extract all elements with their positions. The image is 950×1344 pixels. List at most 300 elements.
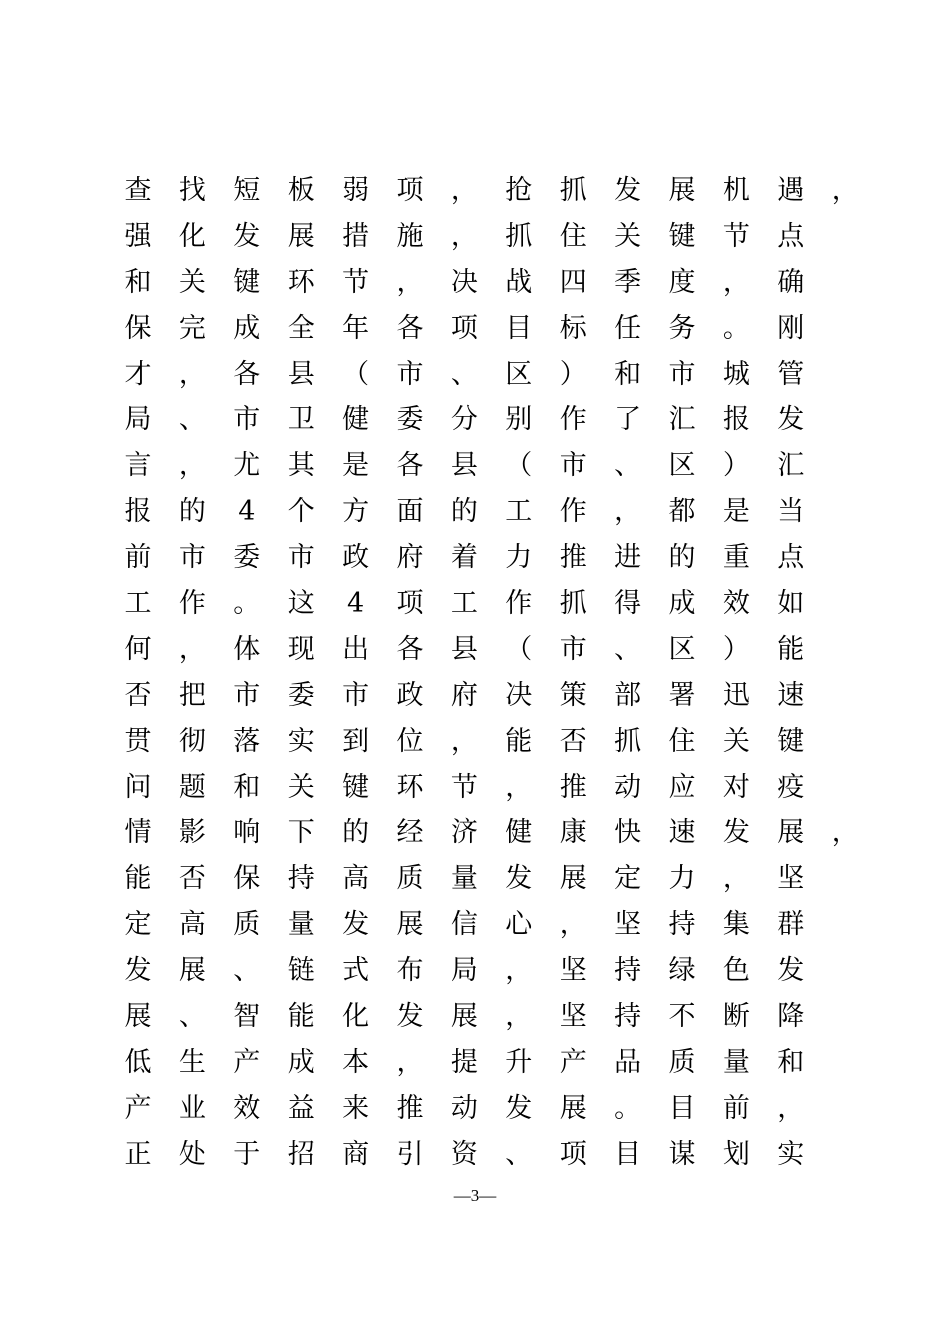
text-char: ， (722, 266, 750, 298)
text-line-2 (123, 214, 843, 260)
text-char: 了 (614, 404, 642, 436)
text-char: 坚 (559, 1001, 587, 1033)
text-char: 尤 (233, 450, 261, 482)
text-char: 当 (777, 496, 805, 528)
text-char: 局 (450, 955, 478, 987)
text-char: ， (178, 450, 206, 482)
text-char: 不 (668, 1001, 696, 1033)
text-char: 力 (505, 542, 533, 574)
text-line-4 (123, 306, 843, 352)
text-char: 和 (777, 1046, 805, 1078)
text-char: 质 (233, 909, 261, 941)
text-char: 效 (722, 588, 750, 620)
text-char: 问 (124, 771, 152, 803)
text-char: 提 (450, 1046, 478, 1078)
text-char: 现 (287, 633, 315, 665)
text-char: 质 (396, 863, 424, 895)
text-char: 能 (124, 863, 152, 895)
text-char: 疫 (777, 771, 805, 803)
text-char: 济 (450, 817, 478, 849)
text-char: 刚 (777, 312, 805, 344)
text-char: 区 (668, 450, 696, 482)
text-char: 全 (287, 312, 315, 344)
text-char: 定 (124, 909, 152, 941)
text-char: 署 (668, 679, 696, 711)
text-char: 色 (722, 955, 750, 987)
text-char: 展 (668, 175, 696, 206)
text-line-22 (123, 1132, 843, 1178)
text-char: ， (450, 175, 478, 206)
text-char: 4 (347, 588, 365, 620)
text-char: 量 (722, 1046, 750, 1078)
text-char: 委 (287, 679, 315, 711)
text-char: 得 (614, 588, 642, 620)
text-char: 展 (178, 955, 206, 987)
text-char: 发 (722, 817, 750, 849)
body-text (123, 168, 859, 1178)
text-line-9 (123, 535, 843, 581)
text-char: 点 (777, 542, 805, 574)
text-char: 展 (124, 1001, 152, 1033)
text-char: 业 (178, 1092, 206, 1124)
text-char: 否 (178, 863, 206, 895)
text-char: 都 (668, 496, 696, 528)
text-char: 到 (342, 725, 370, 757)
text-char: 健 (505, 817, 533, 849)
text-char: 节 (450, 771, 478, 803)
text-char: 展 (450, 1001, 478, 1033)
text-char: 机 (722, 175, 750, 206)
text-char: 动 (450, 1092, 478, 1124)
text-char: 市 (287, 542, 315, 574)
text-char: 目 (614, 1138, 642, 1170)
text-char: 着 (450, 542, 478, 574)
text-char: 市 (233, 404, 261, 436)
text-char: 量 (287, 909, 315, 941)
text-char: 市 (233, 679, 261, 711)
text-char: 处 (178, 1138, 206, 1170)
text-char: 言 (124, 450, 152, 482)
text-char: 本 (342, 1046, 370, 1078)
text-char: 抓 (559, 588, 587, 620)
text-char: 动 (614, 771, 642, 803)
text-char: 决 (450, 266, 478, 298)
text-char: 府 (450, 679, 478, 711)
text-char: ， (614, 496, 642, 528)
text-char: 方 (342, 496, 370, 528)
text-char: 产 (559, 1046, 587, 1078)
text-char: 断 (722, 1001, 750, 1033)
text-char: 推 (559, 542, 587, 574)
text-char: 目 (505, 312, 533, 344)
text-char: 务 (668, 312, 696, 344)
text-line-15 (123, 810, 859, 856)
text-char: 展 (559, 863, 587, 895)
text-char: 发 (777, 955, 805, 987)
text-char: 应 (668, 771, 696, 803)
text-char: 各 (396, 450, 424, 482)
text-char: 品 (614, 1046, 642, 1078)
text-char: 、 (178, 404, 206, 436)
text-char: 报 (124, 496, 152, 528)
text-char: 坚 (614, 909, 642, 941)
text-char: 项 (396, 175, 424, 206)
text-char: 成 (233, 312, 261, 344)
text-char: 施 (396, 220, 424, 252)
text-char: 市 (178, 542, 206, 574)
text-char: 市 (342, 679, 370, 711)
text-char: 出 (342, 633, 370, 665)
text-char: 强 (124, 220, 152, 252)
text-char: 住 (668, 725, 696, 757)
text-char: 持 (614, 955, 642, 987)
text-char: 汇 (777, 450, 805, 482)
text-char: ， (178, 633, 206, 665)
text-line-13 (123, 719, 843, 765)
text-char: 弱 (342, 175, 370, 206)
text-line-1 (123, 168, 859, 214)
text-line-7 (123, 443, 843, 489)
text-char: （ (505, 450, 533, 482)
text-char: 是 (722, 496, 750, 528)
text-line-20 (123, 1040, 843, 1086)
text-char: 作 (178, 588, 206, 620)
text-char: 实 (287, 725, 315, 757)
text-char: 局 (124, 404, 152, 436)
text-char: 力 (668, 863, 696, 895)
text-char: ） (722, 450, 750, 482)
text-char: 能 (287, 1001, 315, 1033)
text-char: 健 (342, 404, 370, 436)
text-char: 布 (396, 955, 424, 987)
text-char: 实 (777, 1138, 805, 1170)
text-char: 政 (396, 679, 424, 711)
text-char: 查 (124, 175, 152, 206)
text-char: 部 (614, 679, 642, 711)
text-char: ， (722, 863, 750, 895)
text-char: 完 (178, 312, 206, 344)
text-char: 点 (777, 220, 805, 252)
text-char: 持 (287, 863, 315, 895)
text-char: 资 (450, 1138, 478, 1170)
text-char: 升 (505, 1046, 533, 1078)
text-char: 链 (287, 955, 315, 987)
text-char: 高 (178, 909, 206, 941)
text-char: 县 (287, 358, 315, 390)
text-char: ， (396, 1046, 424, 1078)
text-char: 重 (722, 542, 750, 574)
text-char: 节 (342, 266, 370, 298)
text-line-5 (123, 352, 843, 398)
text-char: 式 (342, 955, 370, 987)
text-char: 否 (124, 679, 152, 711)
text-char: 面 (396, 496, 424, 528)
text-char: 住 (559, 220, 587, 252)
text-char: 和 (124, 266, 152, 298)
text-char: 各 (396, 633, 424, 665)
text-char: 4 (238, 496, 256, 528)
text-char: 关 (287, 771, 315, 803)
text-char: 策 (559, 679, 587, 711)
text-char: 是 (342, 450, 370, 482)
text-char: 推 (396, 1092, 424, 1124)
text-char: 前 (124, 542, 152, 574)
text-char: 抓 (559, 175, 587, 206)
text-char: 保 (233, 863, 261, 895)
text-char: 成 (287, 1046, 315, 1078)
text-char: 抓 (614, 725, 642, 757)
text-char: （ (505, 633, 533, 665)
text-char: 。 (614, 1092, 642, 1124)
text-char: ， (505, 1001, 533, 1033)
text-char: 委 (233, 542, 261, 574)
text-char: 产 (124, 1092, 152, 1124)
text-char: 迅 (722, 679, 750, 711)
text-char: 关 (722, 725, 750, 757)
text-char: 信 (450, 909, 478, 941)
text-char: 卫 (287, 404, 315, 436)
text-char: 市 (668, 358, 696, 390)
text-char: 展 (559, 1092, 587, 1124)
text-char: 。 (233, 588, 261, 620)
text-char: 展 (777, 817, 805, 849)
text-char: 题 (178, 771, 206, 803)
text-char: 坚 (777, 863, 805, 895)
text-char: 智 (233, 1001, 261, 1033)
text-char: 情 (124, 817, 152, 849)
text-char: 别 (505, 404, 533, 436)
text-char: 年 (342, 312, 370, 344)
text-char: 节 (722, 220, 750, 252)
text-char: 快 (614, 817, 642, 849)
text-char: 板 (287, 175, 315, 206)
text-char: 键 (668, 220, 696, 252)
text-char: 化 (178, 220, 206, 252)
text-char: 作 (559, 404, 587, 436)
text-char: 、 (233, 955, 261, 987)
text-char: 群 (777, 909, 805, 941)
text-char: 各 (233, 358, 261, 390)
text-char: 于 (233, 1138, 261, 1170)
text-char: ， (831, 175, 859, 206)
text-char: 的 (450, 496, 478, 528)
text-char: 落 (233, 725, 261, 757)
text-char: 发 (233, 220, 261, 252)
text-char: 推 (559, 771, 587, 803)
text-line-18 (123, 948, 843, 994)
text-char: 发 (124, 955, 152, 987)
text-char: 发 (396, 1001, 424, 1033)
text-char: 这 (287, 588, 315, 620)
text-char: 康 (559, 817, 587, 849)
text-char: 经 (396, 817, 424, 849)
text-char: 管 (777, 358, 805, 390)
text-char: ， (505, 771, 533, 803)
text-char: 影 (178, 817, 206, 849)
text-char: 环 (287, 266, 315, 298)
text-char: 才 (124, 358, 152, 390)
text-line-8 (123, 489, 843, 535)
text-char: ， (777, 1092, 805, 1124)
text-char: 发 (505, 863, 533, 895)
text-char: ， (396, 266, 424, 298)
text-char: 进 (614, 542, 642, 574)
text-char: 质 (668, 1046, 696, 1078)
text-char: 、 (614, 450, 642, 482)
text-char: 市 (559, 450, 587, 482)
text-char: 划 (722, 1138, 750, 1170)
text-line-10 (123, 581, 843, 627)
text-line-14 (123, 765, 843, 811)
text-char: 、 (505, 1138, 533, 1170)
text-char: 和 (614, 358, 642, 390)
text-line-16 (123, 856, 843, 902)
text-char: 高 (342, 863, 370, 895)
text-char: 分 (450, 404, 478, 436)
text-char: 政 (342, 542, 370, 574)
text-char: 项 (396, 588, 424, 620)
text-char: 成 (668, 588, 696, 620)
text-char: 城 (722, 358, 750, 390)
page-number: —3— (453, 1186, 497, 1205)
text-char: 定 (614, 863, 642, 895)
text-char: 市 (396, 358, 424, 390)
text-line-12 (123, 673, 843, 719)
text-char: 、 (450, 358, 478, 390)
text-char: 、 (178, 1001, 206, 1033)
text-char: 四 (559, 266, 587, 298)
text-line-17 (123, 902, 843, 948)
text-char: 个 (287, 496, 315, 528)
text-char: 区 (668, 633, 696, 665)
text-char: 正 (124, 1138, 152, 1170)
text-char: 键 (777, 725, 805, 757)
text-line-6 (123, 397, 843, 443)
text-char: 和 (233, 771, 261, 803)
text-char: 产 (233, 1046, 261, 1078)
text-char: 区 (505, 358, 533, 390)
text-char: ） (559, 358, 587, 390)
text-char: 工 (505, 496, 533, 528)
text-char: 作 (559, 496, 587, 528)
text-char: 抢 (505, 175, 533, 206)
text-char: ， (559, 909, 587, 941)
text-char: 展 (396, 909, 424, 941)
text-char: 市 (559, 633, 587, 665)
text-char: 来 (342, 1092, 370, 1124)
text-char: ， (178, 358, 206, 390)
text-char: 位 (396, 725, 424, 757)
text-char: 如 (777, 588, 805, 620)
text-char: 体 (233, 633, 261, 665)
text-char: 府 (396, 542, 424, 574)
text-char: 降 (777, 1001, 805, 1033)
text-char: 对 (722, 771, 750, 803)
text-char: ） (722, 633, 750, 665)
text-char: 彻 (178, 725, 206, 757)
text-char: 效 (233, 1092, 261, 1124)
text-char: 目 (668, 1092, 696, 1124)
text-line-21 (123, 1086, 843, 1132)
text-char: 战 (505, 266, 533, 298)
text-char: 发 (777, 404, 805, 436)
text-char: 集 (722, 909, 750, 941)
text-char: 关 (614, 220, 642, 252)
text-char: 县 (450, 633, 478, 665)
text-char: 各 (396, 312, 424, 344)
text-char: 否 (559, 725, 587, 757)
text-char: 环 (396, 771, 424, 803)
text-char: 抓 (505, 220, 533, 252)
text-char: 报 (722, 404, 750, 436)
text-char: ， (450, 725, 478, 757)
text-char: 工 (124, 588, 152, 620)
text-char: 发 (505, 1092, 533, 1124)
text-char: 益 (287, 1092, 315, 1124)
text-char: 贯 (124, 725, 152, 757)
text-char: 项 (559, 1138, 587, 1170)
text-char: 措 (342, 220, 370, 252)
text-char: 确 (777, 266, 805, 298)
text-char: 键 (342, 771, 370, 803)
text-char: 其 (287, 450, 315, 482)
text-char: 能 (777, 633, 805, 665)
text-char: 县 (450, 450, 478, 482)
text-char: 速 (668, 817, 696, 849)
text-char: 遇 (777, 175, 805, 206)
text-char: 关 (178, 266, 206, 298)
text-char: 委 (396, 404, 424, 436)
text-char: 引 (396, 1138, 424, 1170)
text-char: 心 (505, 909, 533, 941)
text-char: 低 (124, 1046, 152, 1078)
text-char: 发 (342, 909, 370, 941)
text-char: 坚 (559, 955, 587, 987)
text-char: 作 (505, 588, 533, 620)
text-char: 标 (559, 312, 587, 344)
text-char: 项 (450, 312, 478, 344)
text-char: 商 (342, 1138, 370, 1170)
text-char: 响 (233, 817, 261, 849)
text-char: 速 (777, 679, 805, 711)
text-char: 找 (178, 175, 206, 206)
text-char: 化 (342, 1001, 370, 1033)
text-char: 短 (233, 175, 261, 206)
text-char: 下 (287, 817, 315, 849)
text-char: ， (505, 955, 533, 987)
text-char: 展 (287, 220, 315, 252)
text-char: 招 (287, 1138, 315, 1170)
text-char: 的 (342, 817, 370, 849)
text-line-3 (123, 260, 843, 306)
text-char: 生 (178, 1046, 206, 1078)
text-char: 键 (233, 266, 261, 298)
text-char: 工 (450, 588, 478, 620)
text-char: 汇 (668, 404, 696, 436)
text-char: （ (342, 358, 370, 390)
text-char: 量 (450, 863, 478, 895)
text-char: ， (831, 817, 859, 849)
text-char: 。 (722, 312, 750, 344)
text-line-19 (123, 994, 843, 1040)
text-line-11 (123, 627, 843, 673)
text-char: 何 (124, 633, 152, 665)
text-char: 的 (668, 542, 696, 574)
text-char: 把 (178, 679, 206, 711)
text-char: 持 (614, 1001, 642, 1033)
text-char: ， (450, 220, 478, 252)
text-char: 能 (505, 725, 533, 757)
